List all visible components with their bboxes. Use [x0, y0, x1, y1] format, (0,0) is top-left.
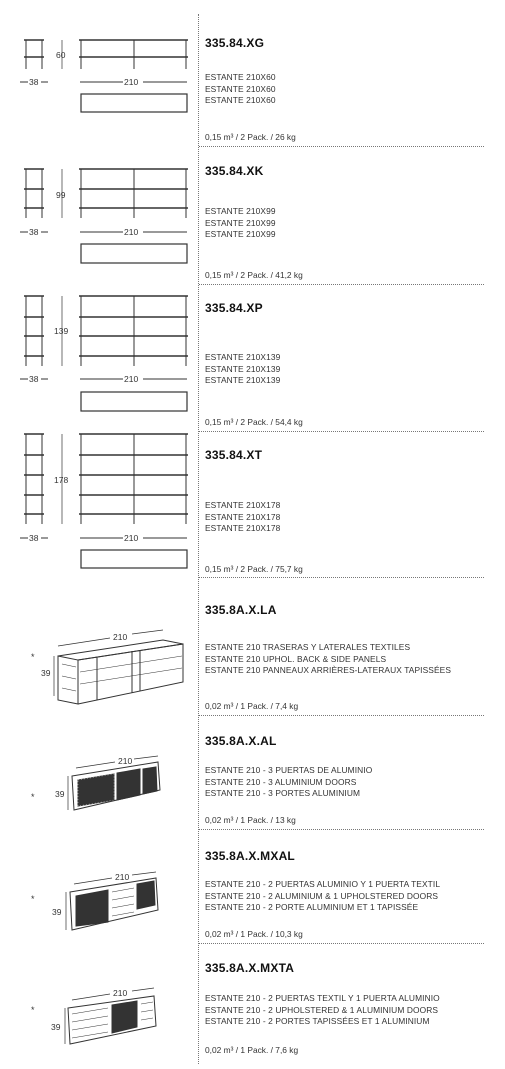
drawing-335-8a-x-al	[31, 756, 160, 810]
product-description	[205, 642, 451, 677]
product-row	[199, 14, 484, 147]
description-line: ESTANTE 210X139	[205, 375, 281, 385]
product-code: 335.84.XT	[205, 448, 263, 462]
product-row	[199, 944, 484, 1058]
product-row	[199, 830, 484, 944]
description-line: ESTANTE 210X139	[205, 363, 281, 374]
depth-label: 38	[29, 77, 39, 87]
width-label: 210	[124, 533, 139, 543]
description-line: ESTANTE 210 PANNEAUX ARRIÈRES-LATERAUX TAPISSÉES	[205, 665, 452, 675]
product-code: 335.8A.X.MXTA	[205, 961, 295, 975]
note-mark: *	[31, 792, 35, 802]
description-line: ESTANTE 210 - 2 ALUMINIUM & 1 UPHOLSTERED DOORS	[205, 890, 439, 901]
height-label: 39	[41, 668, 51, 678]
product-code: 335.84.XG	[205, 36, 265, 50]
product-specs: 0,02 m³ / 1 Pack. / 7,6 kg	[205, 1045, 299, 1055]
description-line: ESTANTE 210 - 2 PORTE ALUMINIUM ET 1 TAPISSÉE	[205, 902, 419, 912]
note-mark: *	[31, 894, 35, 904]
description-line: ESTANTE 210 - 2 PUERTAS ALUMINIO Y 1 PUERTA TEXTIL	[205, 879, 441, 889]
description-line: ESTANTE 210X178	[205, 511, 281, 522]
product-row	[199, 716, 484, 830]
description-line: ESTANTE 210 - 3 PORTES ALUMINIUM	[205, 788, 361, 798]
height-label: 39	[55, 789, 65, 799]
width-label: 210	[124, 374, 139, 384]
description-line: ESTANTE 210X60	[205, 95, 276, 105]
product-specs: 0,15 m³ / 2 Pack. / 26 kg	[205, 132, 296, 142]
product-code: 335.84.XK	[205, 164, 264, 178]
product-specs: 0,15 m³ / 2 Pack. / 54,4 kg	[205, 417, 303, 427]
description-line: ESTANTE 210 - 2 PUERTAS TEXTIL Y 1 PUERTA ALUMINIO	[205, 993, 440, 1003]
depth-label: 38	[29, 533, 39, 543]
description-line: ESTANTE 210 UPHOL. BACK & SIDE PANELS	[205, 653, 387, 664]
height-label: 139	[54, 326, 69, 336]
drawing-335-84-xk	[20, 169, 188, 263]
description-line: ESTANTE 210 TRASERAS Y LATERALES TEXTILES	[205, 642, 411, 652]
product-row	[199, 432, 484, 578]
product-description	[205, 500, 280, 535]
technical-drawings	[0, 0, 198, 1069]
product-panel	[198, 14, 484, 1064]
drawing-335-84-xg	[20, 40, 188, 112]
width-label: 210	[113, 988, 128, 998]
description-line: ESTANTE 210 - 3 ALUMINIUM DOORS	[205, 776, 357, 787]
width-label: 210	[124, 77, 139, 87]
width-label: 210	[113, 632, 128, 642]
description-line: ESTANTE 210X178	[205, 500, 281, 510]
drawing-335-8a-x-mxta	[31, 988, 156, 1044]
height-label: 39	[52, 907, 62, 917]
product-description	[205, 72, 276, 107]
product-row	[199, 578, 484, 716]
drawing-335-8a-x-mxal	[31, 872, 158, 930]
product-code: 335.8A.X.AL	[205, 734, 277, 748]
drawing-335-84-xt	[20, 434, 188, 568]
product-code: 335.8A.X.MXAL	[205, 849, 295, 863]
height-label: 60	[56, 50, 66, 60]
description-line: ESTANTE 210 - 3 PUERTAS DE ALUMINIO	[205, 765, 373, 775]
height-label: 99	[56, 190, 66, 200]
product-row	[199, 285, 484, 432]
drawing-335-84-xp	[20, 296, 188, 411]
product-code: 335.8A.X.LA	[205, 603, 277, 617]
product-description	[205, 879, 440, 914]
description-line: ESTANTE 210X178	[205, 523, 281, 533]
width-label: 210	[118, 756, 133, 766]
description-line: ESTANTE 210X99	[205, 206, 276, 216]
product-description	[205, 206, 276, 241]
depth-label: 38	[29, 374, 39, 384]
description-line: ESTANTE 210 - 2 UPHOLSTERED & 1 ALUMINIUM DOORS	[205, 1004, 439, 1015]
description-line: ESTANTE 210X60	[205, 72, 276, 82]
description-line: ESTANTE 210X60	[205, 83, 276, 94]
product-description	[205, 352, 280, 387]
product-specs: 0,15 m³ / 2 Pack. / 75,7 kg	[205, 564, 303, 574]
width-label: 210	[115, 872, 130, 882]
depth-label: 38	[29, 227, 39, 237]
product-code: 335.84.XP	[205, 301, 263, 315]
note-mark: *	[31, 652, 35, 662]
height-label: 39	[51, 1022, 61, 1032]
description-line: ESTANTE 210X99	[205, 229, 276, 239]
product-specs: 0,02 m³ / 1 Pack. / 13 kg	[205, 815, 296, 825]
drawing-335-8a-x-la	[31, 630, 183, 704]
product-specs: 0,02 m³ / 1 Pack. / 10,3 kg	[205, 929, 303, 939]
description-line: ESTANTE 210 - 2 PORTES TAPISSÉES ET 1 ALUMINIUM	[205, 1016, 430, 1026]
product-description	[205, 993, 440, 1028]
product-row	[199, 147, 484, 285]
product-description	[205, 765, 372, 800]
width-label: 210	[124, 227, 139, 237]
description-line: ESTANTE 210X139	[205, 352, 281, 362]
product-specs: 0,15 m³ / 2 Pack. / 41,2 kg	[205, 270, 303, 280]
product-specs: 0,02 m³ / 1 Pack. / 7,4 kg	[205, 701, 299, 711]
note-mark: *	[31, 1005, 35, 1015]
description-line: ESTANTE 210X99	[205, 217, 276, 228]
height-label: 178	[54, 475, 69, 485]
